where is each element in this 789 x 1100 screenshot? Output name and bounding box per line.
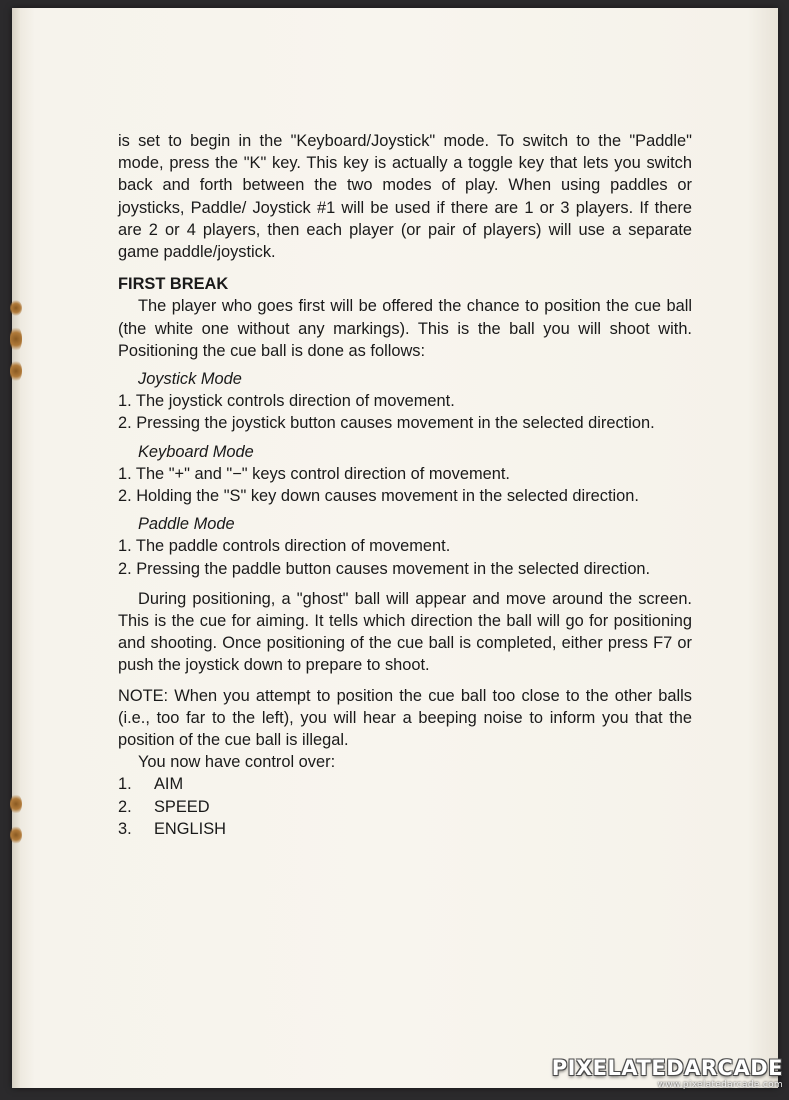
mode-title-joystick: Joystick Mode [138,370,242,389]
positioning-paragraph: During positioning, a "ghost" ball will appear and move around the screen. This is the cue for aiming. It tells which direction the ball will go for positioning and shooting. Once positioning of the cue ball is completed, either press F7 or push the joystick down to prepare to shoot. [118,589,692,675]
mode-item: 2. Holding the "S" key down causes movement in the selected direction. [118,487,639,506]
mode-item: 1. The paddle controls direction of movement. [118,537,451,556]
mode-item: 1. The joystick controls direction of movement. [118,392,455,411]
rust-stain [10,360,22,382]
watermark-url: www.pixelatedarcade.com [657,1080,783,1090]
list-item-label: AIM [154,775,184,794]
note-paragraph: NOTE: When you attempt to position the cue ball too close to the other balls (i.e., too far to the left), you will hear a beeping noise to inform you that the position of the cue ball is illegal. [118,686,692,750]
list-item [118,773,692,795]
manual-page [12,8,778,1088]
mode-item: 2. Pressing the joystick button causes movement in the selected direction. [118,414,655,433]
list-item-number: 3. [118,819,132,838]
list-item-label: ENGLISH [154,819,226,838]
rust-stain [10,326,22,352]
list-item-number: 2. [118,797,132,816]
intro-paragraph: is set to begin in the "Keyboard/Joystick" mode. To switch to the "Paddle" mode, press the "K" key. This key is actually a toggle key that lets you switch back and forth between the two modes of play. When using paddles or joysticks, Paddle/ Joystick #1 will be used if there are 1 or 3 players. If there are 2 or 4 players, then each player (or pair of players) will use a separate game paddle/joystick. [118,132,692,262]
page-text [118,130,692,840]
watermark-logo-text: PIXELATEDARCADE [551,1056,783,1080]
control-list [118,773,692,840]
page-binding-edge [12,8,20,1088]
mode-title-paddle: Paddle Mode [138,515,235,534]
list-item [118,796,692,818]
list-item [118,818,692,840]
rust-stain [10,300,22,316]
mode-item: 1. The "+" and "−" keys control direction of movement. [118,464,510,483]
section-heading-first-break: FIRST BREAK [118,275,229,294]
list-item-label: SPEED [154,797,210,816]
mode-item: 2. Pressing the paddle button causes movement in the selected direction. [118,559,651,578]
control-intro: You now have control over: [138,753,336,772]
list-item-number: 1. [118,775,132,794]
rust-stain [10,826,22,844]
site-watermark [552,1057,783,1090]
rust-stain [10,794,22,814]
mode-title-keyboard: Keyboard Mode [138,442,254,461]
first-break-paragraph: The player who goes first will be offered the chance to position the cue ball (the white one without any markings). This is the ball you will shoot with. Positioning the cue ball is done as follows: [118,297,692,360]
